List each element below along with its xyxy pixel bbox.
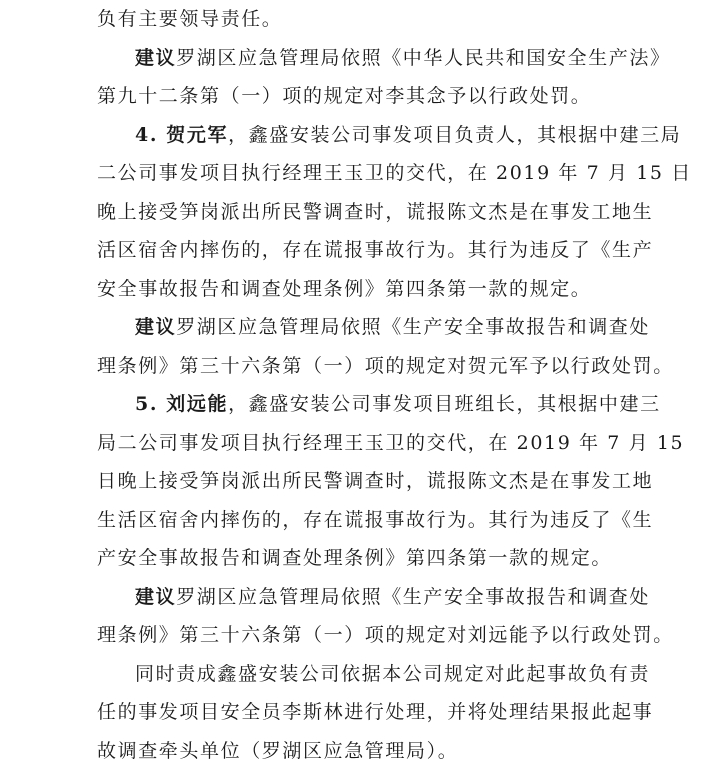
text-line [97, 501, 633, 540]
body-text: 罗湖区应急管理局依照《生产安全事故报告和调查处 [176, 586, 650, 608]
body-text: 活区宿舍内摔伤的，存在谎报事故行为。其行为违反了《生产 [97, 239, 653, 261]
body-text: 生活区宿舍内摔伤的，存在谎报事故行为。其行为违反了《生 [97, 509, 653, 531]
body-text: 罗湖区应急管理局依照《生产安全事故报告和调查处 [176, 316, 650, 338]
bold-lead-text: 建议 [135, 47, 176, 69]
body-text: 罗湖区应急管理局依照《中华人民共和国安全生产法》 [176, 47, 670, 69]
body-text: ，鑫盛安装公司事发项目负责人，其根据中建三局 [228, 124, 681, 146]
body-text: 同时责成鑫盛安装公司依据本公司规定对此起事故负有责 [135, 663, 650, 685]
text-line [97, 231, 633, 270]
document-body [97, 0, 633, 770]
text-line [97, 154, 633, 193]
text-line [97, 578, 633, 617]
bold-lead-text: 5. 刘远能 [135, 393, 228, 415]
body-text: 负有主要领导责任。 [97, 8, 282, 30]
body-text: 理条例》第三十六条第（一）项的规定对贺元军予以行政处罚。 [97, 355, 674, 377]
paragraph-person-5 [97, 385, 633, 578]
text-line [97, 77, 633, 116]
body-text: 晚上接受笋岗派出所民警调查时，谎报陈文杰是在事发工地生 [97, 201, 653, 223]
text-line [97, 347, 633, 386]
text-line [97, 0, 633, 39]
bold-lead-text: 建议 [135, 316, 176, 338]
bold-lead-text: 4. 贺元军 [135, 124, 228, 146]
bold-lead-text: 建议 [135, 586, 176, 608]
text-line [97, 116, 633, 155]
text-line [97, 270, 633, 309]
text-line [97, 616, 633, 655]
paragraph-continuation [97, 0, 633, 39]
body-text: 任的事发项目安全员李斯林进行处理，并将处理结果报此起事 [97, 701, 653, 723]
text-line [97, 462, 633, 501]
paragraph-recommendation-4 [97, 308, 633, 385]
paragraph-person-4 [97, 116, 633, 309]
text-line [97, 539, 633, 578]
text-line [97, 655, 633, 694]
text-line [97, 385, 633, 424]
body-text: 局二公司事发项目执行经理王玉卫的交代，在 2019 年 7 月 15 [97, 432, 684, 454]
body-text: 安全事故报告和调查处理条例》第四条第一款的规定。 [97, 278, 591, 300]
body-text: 第九十二条第（一）项的规定对李其念予以行政处罚。 [97, 85, 591, 107]
paragraph-recommendation-5 [97, 578, 633, 655]
body-text: 故调查牵头单位（罗湖区应急管理局）。 [97, 740, 458, 762]
text-line [97, 732, 633, 770]
body-text: 日晚上接受笋岗派出所民警调查时，谎报陈文杰是在事发工地 [97, 470, 653, 492]
text-line [97, 308, 633, 347]
body-text: ，鑫盛安装公司事发项目班组长，其根据中建三 [228, 393, 661, 415]
text-line [97, 693, 633, 732]
text-line [97, 193, 633, 232]
body-text: 二公司事发项目执行经理王玉卫的交代，在 2019 年 7 月 15 日 [97, 162, 692, 184]
body-text: 产安全事故报告和调查处理条例》第四条第一款的规定。 [97, 547, 612, 569]
text-line [97, 424, 633, 463]
paragraph-recommendation-1 [97, 39, 633, 116]
text-line [97, 39, 633, 78]
paragraph-company-instruction [97, 655, 633, 770]
body-text: 理条例》第三十六条第（一）项的规定对刘远能予以行政处罚。 [97, 624, 674, 646]
